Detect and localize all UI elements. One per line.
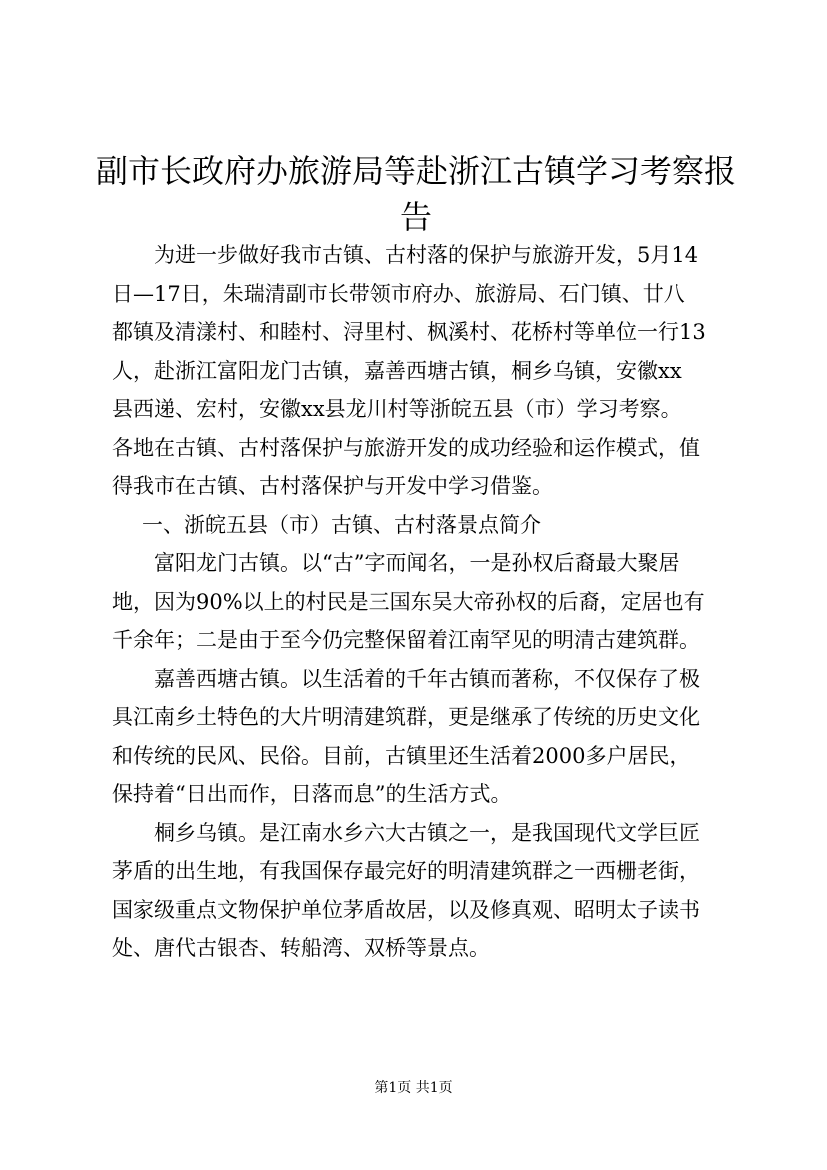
paragraph-wuzhen: 桐乡乌镇。是江南水乡六大古镇之一，是我国现代文学巨匠 茅盾的出生地，有我国保存最完好的明清建筑群之一西栅老街， 国家级重点文物保护单位茅盾故居，以及修真观、昭明太子读书 处、唐代古银杏、转船湾、双桥等景点。 xyxy=(112,820,700,960)
page-number-footer: 第1页 共1页 xyxy=(374,1080,453,1096)
section-heading: 一、浙皖五县（市）古镇、古村落景点简介 xyxy=(142,512,541,537)
document-body xyxy=(112,236,752,968)
paragraph-longmen: 富阳龙门古镇。以“古”字而闻名，一是孙权后裔最大聚居 地，因为90%以上的村民是三国东吴大帝孙权的后裔，定居也有 千余年；二是由于至今仍完整保留着江南罕见的明清古建筑群。 xyxy=(112,551,705,652)
paragraph-xitang: 嘉善西塘古镇。以生活着的千年古镇而著称，不仅保存了极 具江南乡土特色的大片明清建筑群，更是继承了传统的历史文化 和传统的民风、民俗。目前，古镇里还生活着2000多户居民， 保持着“日出而作，日落而息”的生活方式。 xyxy=(112,666,700,806)
intro-paragraph: 为进一步做好我市古镇、古村落的保护与旅游开发，5月14 日—17日，朱瑞清副市长带领市府办、旅游局、石门镇、廿八 都镇及清漾村、和睦村、浔里村、枫溪村、花桥村等单位一行13 人，赴浙江富阳龙门古镇，嘉善西塘古镇，桐乡乌镇，安徽xx 县西递、宏村，安徽xx县龙川村等浙皖五县（市）学习考察。 各地在古镇、古村落保护与旅游开发的成功经验和运作模式，值 得我市在古镇、古村落保护与开发中学习借鉴。 xyxy=(112,243,706,498)
document-title: 副市长政府办旅游局等赴浙江古镇学习考察报 告 xyxy=(96,152,737,236)
